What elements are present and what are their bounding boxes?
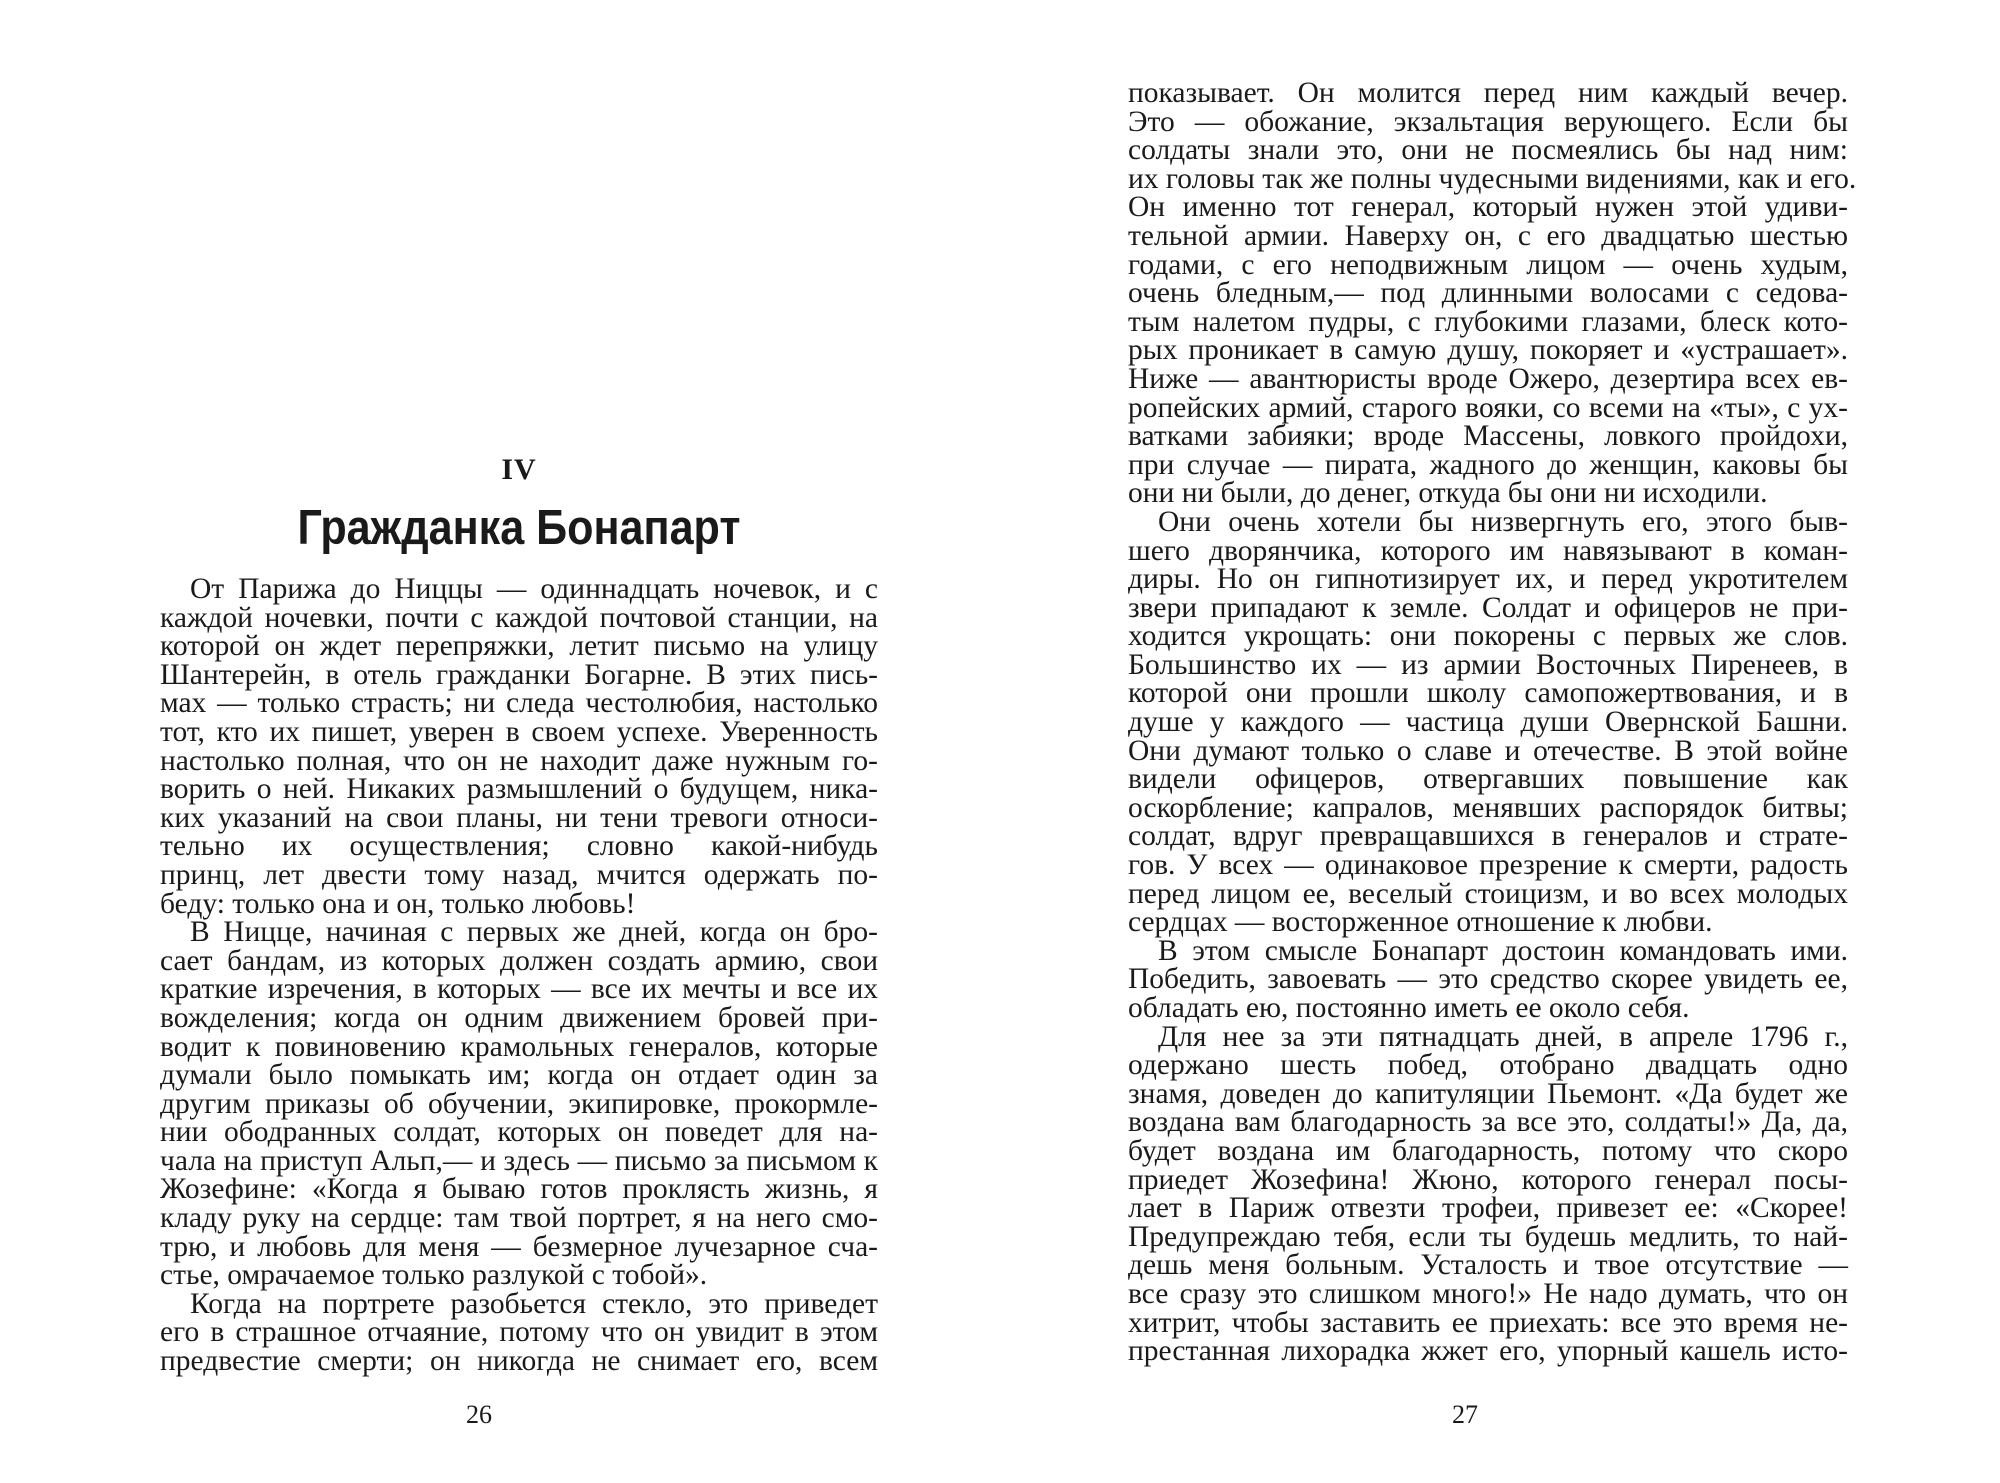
text-line: От Парижа до Ниццы — одиннадцать ночевок, и с	[190, 573, 878, 605]
text-line: водит к повиновению крамольных генералов, которые	[160, 1030, 878, 1063]
text-line: думали было помыкать им; когда он отдает один за	[160, 1059, 878, 1092]
text-line: очень бледным,— под длинными волосами с седова-	[1128, 277, 1848, 310]
text-line: Шантерейн, в отель гражданки Богарне. В этих пись-	[160, 658, 878, 691]
text-line: ропейских армий, старого вояки, со всеми на «ты», с ух-	[1128, 391, 1848, 424]
text-line: предвестие смерти; он никогда не снимает его, всем	[160, 1345, 878, 1378]
text-line: обладать ею, постоянно иметь ее около себя.	[1128, 992, 1690, 1024]
text-line: В этом смысле Бонапарт достоин командовать ими.	[1158, 934, 1848, 967]
text-line: каждой ночевки, почти с каждой почтовой станции, на	[160, 601, 878, 634]
text-line: престанная лихорадка жжет его, упорный кашель исто-	[1128, 1335, 1848, 1368]
text-line: тот, кто их пишет, уверен в своем успехе. Уверенность	[160, 715, 878, 748]
text-line: которой они прошли школу самопожертвования, и в	[1128, 677, 1848, 710]
text-line: Предупреждаю тебя, если ты будешь медлить, то най-	[1128, 1220, 1848, 1253]
text-line: оскорбление; капралов, менявших распорядок битвы;	[1128, 791, 1848, 824]
text-line: Ниже — авантюристы вроде Ожеро, дезертира всех ев-	[1128, 362, 1848, 395]
text-line: другим приказы об обучении, экипировке, прокормле-	[160, 1087, 878, 1120]
text-line: тельной армии. Наверху он, с его двадцатью шестью	[1128, 219, 1848, 252]
text-line: воздана вам благодарность за все это, солдаты!» Да, да,	[1128, 1106, 1848, 1139]
right-body-text	[1128, 77, 1857, 1368]
text-line: сает бандам, из которых должен создать армию, свои	[160, 944, 878, 977]
text-line: Это — обожание, экзальтация верующего. Если бы	[1128, 105, 1848, 138]
text-line: приедет Жозефина! Жюно, которого генерал посы-	[1128, 1163, 1848, 1196]
text-line: вожделения; когда он одним движением бровей при-	[160, 1001, 878, 1034]
text-line: все сразу это слишком много!» Не надо думать, что он	[1128, 1277, 1848, 1310]
text-line: душе у каждого — частица души Овернской Башни.	[1128, 706, 1848, 739]
text-line: В Ницце, начиная с первых же дней, когда он бро-	[190, 916, 878, 949]
text-line: солдат, вдруг превращавшихся в генералов и страте-	[1128, 820, 1848, 853]
text-line: ких указаний на свои планы, ни тени тревоги относи-	[160, 801, 878, 834]
chapter-number: IV	[501, 453, 537, 486]
text-line: звери припадают к земле. Солдат и офицеров не при-	[1128, 591, 1848, 624]
text-line: тельно их осуществления; словно какой-нибудь	[160, 830, 878, 863]
left-body-text	[160, 575, 878, 1376]
text-line: перед лицом ее, веселый стоицизм, и во всех молодых	[1128, 877, 1848, 910]
text-line: его в страшное отчаяние, потому что он увидит в этом	[160, 1316, 878, 1349]
text-line: настолько полная, что он не находит даже нужным го-	[160, 744, 878, 777]
text-line: шего дворянчика, которого им навязывают в коман-	[1128, 534, 1848, 567]
text-line: видели офицеров, отвергавших повышение как	[1128, 763, 1848, 796]
text-line: знамя, доведен до капитуляции Пьемонт. «Да будет же	[1128, 1077, 1848, 1110]
text-line: Они очень хотели бы низвергнуть его, этого быв-	[1158, 505, 1848, 538]
text-line: Для нее за эти пятнадцать дней, в апреле 1796 г.,	[1158, 1020, 1848, 1053]
chapter-title: Гражданка Бонапарт	[297, 501, 741, 555]
text-line: дешь меня больным. Усталость и твое отсутствие —	[1128, 1249, 1848, 1282]
text-line: Он именно тот генерал, который нужен этой удиви-	[1128, 191, 1848, 224]
text-line: при случае — пирата, жадного до женщин, каковы бы	[1128, 448, 1848, 481]
text-line: рых проникает в самую душу, покоряет и «устрашает».	[1128, 334, 1848, 367]
text-line: мах — только страсть; ни следа честолюбия, настолько	[160, 687, 878, 720]
text-line: они ни были, до денег, откуда бы они ни исходили.	[1128, 477, 1768, 510]
text-line: ворить о ней. Никаких размышлений о будущем, ника-	[160, 773, 878, 806]
text-line: краткие изречения, в которых — все их мечты и все их	[160, 973, 878, 1006]
page-number-right: 27	[1452, 1400, 1478, 1429]
text-line: Жозефине: «Когда я бываю готов проклясть жизнь, я	[160, 1173, 878, 1206]
text-line: одержано шесть побед, отобрано двадцать одно	[1128, 1049, 1848, 1082]
text-line: Победить, завоевать — это средство скорее увидеть ее,	[1128, 963, 1848, 996]
right-page	[1000, 0, 2000, 1483]
text-line: будет воздана им благодарность, потому что скоро	[1128, 1134, 1848, 1167]
page-number-left: 26	[466, 1400, 492, 1429]
text-line: ходится укрощать: они покорены с первых же слов.	[1128, 620, 1848, 653]
text-line: лает в Париж отвезти трофеи, привезет ее: «Скорее!	[1128, 1192, 1848, 1225]
text-line: диры. Но он гипнотизирует их, и перед укротителем	[1128, 563, 1848, 596]
text-line: стье, омрачаемое только разлукой с тобой».	[160, 1259, 708, 1292]
text-line: беду: только она и он, только любовь!	[160, 887, 636, 920]
text-line: солдаты знали это, они не посмеялись бы над ним:	[1128, 134, 1848, 167]
text-line: Когда на портрете разобьется стекло, это приведет	[190, 1287, 878, 1320]
text-line: Они думают только о славе и отечестве. В этой войне	[1128, 734, 1848, 767]
text-line: кладу руку на сердце: там твой портрет, я на него смо-	[160, 1202, 878, 1235]
text-line: показывает. Он молится перед ним каждый вечер.	[1128, 77, 1848, 109]
text-line: которой он ждет перепряжки, летит письмо на улицу	[160, 630, 878, 663]
text-line: годами, с его неподвижным лицом — очень худым,	[1128, 248, 1848, 281]
text-line: ватками забияки; вроде Массены, ловкого пройдохи,	[1128, 420, 1848, 453]
text-line: чала на приступ Альп,— и здесь — письмо за письмом к	[160, 1144, 878, 1177]
text-line: хитрит, чтобы заставить ее приехать: все это время не-	[1128, 1306, 1848, 1339]
text-line: сердцах — восторженное отношение к любви.	[1128, 906, 1713, 939]
text-line: гов. У всех — одинаковое презрение к смерти, радость	[1128, 849, 1848, 882]
text-line: Большинство их — из армии Восточных Пиренеев, в	[1128, 648, 1848, 681]
text-line: нии ободранных солдат, которых он поведет для на-	[160, 1116, 878, 1149]
text-line: тым налетом пудры, с глубокими глазами, блеск кото-	[1128, 305, 1848, 338]
text-line: их головы так же полны чудесными видениями, как и его.	[1128, 162, 1857, 195]
text-line: трю, и любовь для меня — безмерное лучезарное сча-	[160, 1230, 878, 1263]
text-line: принц, лет двести тому назад, мчится одержать по-	[160, 858, 878, 891]
